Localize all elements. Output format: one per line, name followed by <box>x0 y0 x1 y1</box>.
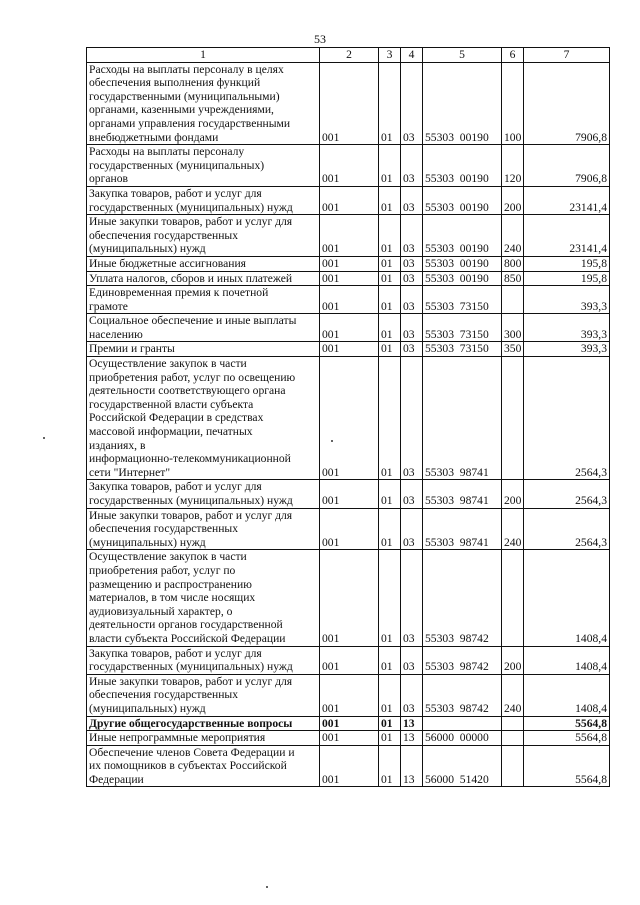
col-5-target-article: 55303 98741 <box>423 357 502 480</box>
col-4-subsection: 03 <box>401 646 423 674</box>
row-name: Премии и гранты <box>87 342 320 357</box>
page-number: 53 <box>314 32 326 46</box>
table-row <box>87 286 610 314</box>
col-4-subsection: 03 <box>401 508 423 550</box>
table-body <box>87 62 610 787</box>
table-row <box>87 256 610 271</box>
col-4-subsection: 03 <box>401 550 423 646</box>
col-7-amount: 7906,8 <box>524 62 610 145</box>
col-2-code: 001 <box>320 480 379 508</box>
col-2-code: 001 <box>320 186 379 214</box>
col-3-section: 01 <box>379 342 401 357</box>
col-7-amount: 5564,8 <box>524 731 610 746</box>
row-name: Другие общегосударственные вопросы <box>87 716 320 731</box>
row-name: Осуществление закупок в части приобретения работ, услуг по размещению и распространению материалов, в том числе носящих аудиовизуальный характер, о деятельности органов государственной власти субъекта Российской Федерации <box>87 550 320 646</box>
col-6-expense-type <box>502 745 524 787</box>
table-row <box>87 145 610 187</box>
col-7-amount: 1408,4 <box>524 674 610 716</box>
scan-speck <box>266 886 268 888</box>
col-6-expense-type: 350 <box>502 342 524 357</box>
col-3-section: 01 <box>379 314 401 342</box>
col-6-expense-type: 300 <box>502 314 524 342</box>
table-row <box>87 271 610 286</box>
col-5-target-article: 55303 98741 <box>423 480 502 508</box>
table-row <box>87 62 610 145</box>
col-5-target-article <box>423 716 502 731</box>
col-4-subsection: 03 <box>401 256 423 271</box>
col-4-subsection: 03 <box>401 186 423 214</box>
col-7-amount: 195,8 <box>524 271 610 286</box>
header-col-4: 4 <box>401 48 423 63</box>
table-row <box>87 480 610 508</box>
col-6-expense-type: 850 <box>502 271 524 286</box>
header-col-3: 3 <box>379 48 401 63</box>
col-7-amount: 2564,3 <box>524 508 610 550</box>
col-3-section: 01 <box>379 271 401 286</box>
col-4-subsection: 03 <box>401 271 423 286</box>
col-7-amount: 1408,4 <box>524 646 610 674</box>
col-3-section: 01 <box>379 745 401 787</box>
col-3-section: 01 <box>379 674 401 716</box>
table-row <box>87 745 610 787</box>
col-3-section: 01 <box>379 186 401 214</box>
col-2-code: 001 <box>320 256 379 271</box>
col-7-amount: 393,3 <box>524 314 610 342</box>
col-7-amount: 393,3 <box>524 342 610 357</box>
table-row <box>87 357 610 480</box>
col-7-amount: 1408,4 <box>524 550 610 646</box>
table-row <box>87 646 610 674</box>
col-2-code: 001 <box>320 342 379 357</box>
col-4-subsection: 13 <box>401 745 423 787</box>
col-6-expense-type: 200 <box>502 480 524 508</box>
col-5-target-article: 55303 98742 <box>423 646 502 674</box>
row-name: Закупка товаров, работ и услуг для государственных (муниципальных) нужд <box>87 646 320 674</box>
header-col-6: 6 <box>502 48 524 63</box>
col-7-amount: 393,3 <box>524 286 610 314</box>
table-row <box>87 716 610 731</box>
col-4-subsection: 03 <box>401 215 423 257</box>
col-2-code: 001 <box>320 731 379 746</box>
table-row <box>87 314 610 342</box>
col-6-expense-type <box>502 716 524 731</box>
col-7-amount: 2564,3 <box>524 357 610 480</box>
col-3-section: 01 <box>379 215 401 257</box>
col-2-code: 001 <box>320 716 379 731</box>
col-7-amount: 23141,4 <box>524 186 610 214</box>
table-row <box>87 215 610 257</box>
col-3-section: 01 <box>379 62 401 145</box>
col-3-section: 01 <box>379 731 401 746</box>
col-5-target-article: 55303 73150 <box>423 314 502 342</box>
col-4-subsection: 13 <box>401 716 423 731</box>
col-5-target-article: 55303 00190 <box>423 62 502 145</box>
col-3-section: 01 <box>379 716 401 731</box>
col-5-target-article: 55303 00190 <box>423 271 502 286</box>
col-4-subsection: 03 <box>401 145 423 187</box>
col-2-code: 001 <box>320 357 379 480</box>
col-4-subsection: 03 <box>401 62 423 145</box>
col-5-target-article: 55303 00190 <box>423 145 502 187</box>
row-name: Единовременная премия к почетной грамоте <box>87 286 320 314</box>
col-6-expense-type <box>502 286 524 314</box>
col-5-target-article: 56000 00000 <box>423 731 502 746</box>
col-6-expense-type: 120 <box>502 145 524 187</box>
col-6-expense-type: 200 <box>502 186 524 214</box>
col-7-amount: 2564,3 <box>524 480 610 508</box>
col-2-code: 001 <box>320 646 379 674</box>
col-4-subsection: 03 <box>401 314 423 342</box>
col-4-subsection: 03 <box>401 342 423 357</box>
col-2-code: 001 <box>320 314 379 342</box>
col-3-section: 01 <box>379 646 401 674</box>
row-name: Расходы на выплаты персоналу в целях обеспечения выполнения функций государственными (муниципальными) органами, казенными учреждениями, органами управления государственными внебюджетными фондами <box>87 62 320 145</box>
header-col-2: 2 <box>320 48 379 63</box>
col-6-expense-type <box>502 731 524 746</box>
row-name: Уплата налогов, сборов и иных платежей <box>87 271 320 286</box>
col-3-section: 01 <box>379 508 401 550</box>
col-2-code: 001 <box>320 286 379 314</box>
header-col-1: 1 <box>87 48 320 63</box>
table-row <box>87 508 610 550</box>
table-row <box>87 731 610 746</box>
col-5-target-article: 55303 00190 <box>423 186 502 214</box>
col-3-section: 01 <box>379 256 401 271</box>
row-name: Социальное обеспечение и иные выплаты населению <box>87 314 320 342</box>
row-name: Иные закупки товаров, работ и услуг для обеспечения государственных (муниципальных) нужд <box>87 508 320 550</box>
header-row <box>87 48 610 63</box>
col-2-code: 001 <box>320 550 379 646</box>
col-6-expense-type: 100 <box>502 62 524 145</box>
col-4-subsection: 13 <box>401 731 423 746</box>
col-6-expense-type: 200 <box>502 646 524 674</box>
table-row <box>87 342 610 357</box>
col-6-expense-type <box>502 357 524 480</box>
row-name: Закупка товаров, работ и услуг для государственных (муниципальных) нужд <box>87 186 320 214</box>
col-4-subsection: 03 <box>401 286 423 314</box>
col-4-subsection: 03 <box>401 357 423 480</box>
col-2-code: 001 <box>320 215 379 257</box>
row-name: Расходы на выплаты персоналу государственных (муниципальных) органов <box>87 145 320 187</box>
col-2-code: 001 <box>320 62 379 145</box>
table-row <box>87 186 610 214</box>
header-col-5: 5 <box>423 48 502 63</box>
row-name: Иные закупки товаров, работ и услуг для обеспечения государственных (муниципальных) нужд <box>87 674 320 716</box>
col-3-section: 01 <box>379 145 401 187</box>
col-5-target-article: 56000 51420 <box>423 745 502 787</box>
col-2-code: 001 <box>320 745 379 787</box>
table-row <box>87 550 610 646</box>
col-2-code: 001 <box>320 674 379 716</box>
scan-speck <box>331 440 333 442</box>
col-3-section: 01 <box>379 550 401 646</box>
col-5-target-article: 55303 73150 <box>423 286 502 314</box>
col-7-amount: 23141,4 <box>524 215 610 257</box>
row-name: Обеспечение членов Совета Федерации и их помощников в субъектах Российской Федерации <box>87 745 320 787</box>
col-6-expense-type: 240 <box>502 508 524 550</box>
col-7-amount: 5564,8 <box>524 716 610 731</box>
col-6-expense-type: 240 <box>502 215 524 257</box>
row-name: Иные закупки товаров, работ и услуг для обеспечения государственных (муниципальных) нужд <box>87 215 320 257</box>
col-4-subsection: 03 <box>401 480 423 508</box>
col-5-target-article: 55303 98742 <box>423 674 502 716</box>
col-7-amount: 195,8 <box>524 256 610 271</box>
row-name: Закупка товаров, работ и услуг для государственных (муниципальных) нужд <box>87 480 320 508</box>
row-name: Осуществление закупок в части приобретения работ, услуг по освещению деятельности соответствующего органа государственной власти субъекта Российской Федерации в средствах массовой информации, печатных изданиях, в информационно-телекоммуникационной сети "Интернет" <box>87 357 320 480</box>
row-name: Иные бюджетные ассигнования <box>87 256 320 271</box>
col-3-section: 01 <box>379 286 401 314</box>
col-5-target-article: 55303 73150 <box>423 342 502 357</box>
col-6-expense-type <box>502 550 524 646</box>
col-2-code: 001 <box>320 508 379 550</box>
header-col-7: 7 <box>524 48 610 63</box>
col-6-expense-type: 240 <box>502 674 524 716</box>
col-3-section: 01 <box>379 357 401 480</box>
row-name: Иные непрограммные мероприятия <box>87 731 320 746</box>
col-4-subsection: 03 <box>401 674 423 716</box>
col-7-amount: 7906,8 <box>524 145 610 187</box>
col-3-section: 01 <box>379 480 401 508</box>
budget-table <box>86 47 610 787</box>
col-5-target-article: 55303 98741 <box>423 508 502 550</box>
col-5-target-article: 55303 98742 <box>423 550 502 646</box>
col-5-target-article: 55303 00190 <box>423 215 502 257</box>
col-2-code: 001 <box>320 145 379 187</box>
scan-speck <box>43 437 45 439</box>
table-row <box>87 674 610 716</box>
col-2-code: 001 <box>320 271 379 286</box>
col-6-expense-type: 800 <box>502 256 524 271</box>
col-7-amount: 5564,8 <box>524 745 610 787</box>
col-5-target-article: 55303 00190 <box>423 256 502 271</box>
